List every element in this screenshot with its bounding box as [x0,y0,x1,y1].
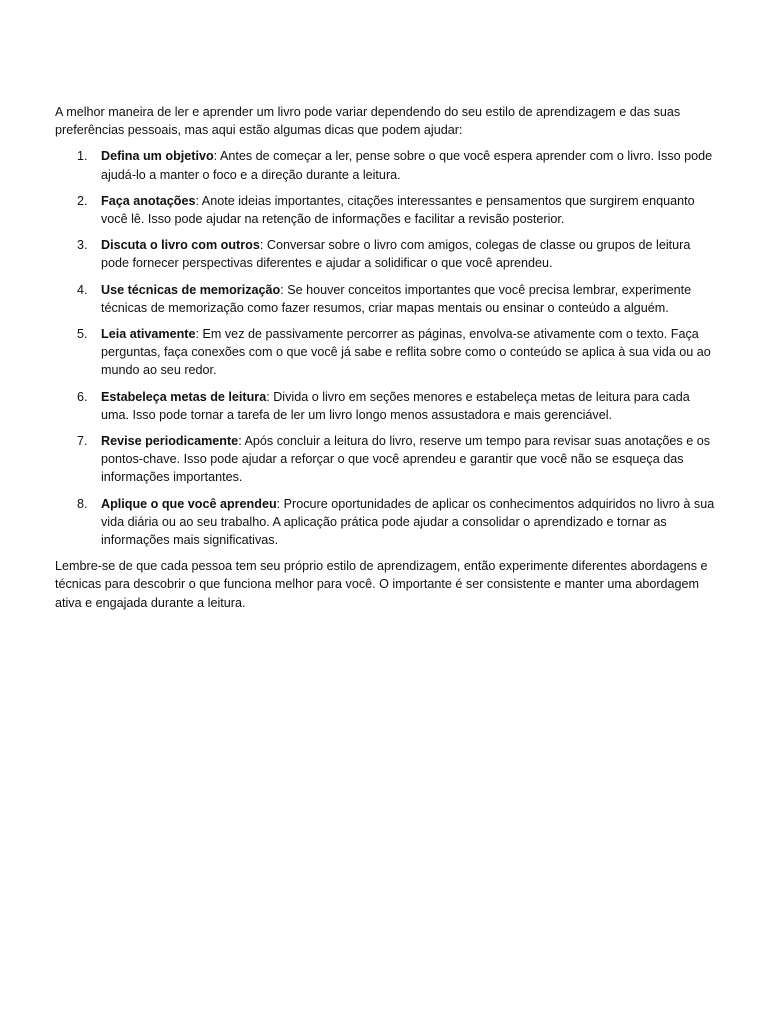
tip-title: Discuta o livro com outros [101,238,260,253]
tip-number: 2. [77,193,88,208]
tip-title: Revise periodicamente [101,434,239,449]
tip-item [55,388,715,424]
tip-title: Use técnicas de memorização [101,282,281,297]
tip-text: : Anote ideias importantes, citações interessantes e pensamentos que surgirem enquanto você lê. Isso pode ajudar na retenção de informações e facilitar a revisão posterior. [101,193,695,227]
tip-text: : Divida o livro em seções menores e estabeleça metas de leitura para cada uma. Isso pode tornar a tarefa de ler um livro longo menos assustadora e mais gerenciável. [101,389,690,422]
tip-text: : Após concluir a leitura do livro, reserve um tempo para revisar suas anotações e os pontos-chave. Isso pode ajudar a reforçar o que você aprendeu e garantir que você não se esqueça das informações importantes. [101,434,711,485]
tip-item [55,147,715,183]
tip-item [55,432,715,487]
tip-item [55,495,715,550]
tip-item [55,192,715,228]
tip-text: : Em vez de passivamente percorrer as páginas, envolva-se ativamente com o texto. Faça perguntas, faça conexões com o que você já sabe e reflita sobre como o conteúdo se aplica à sua vida ou ao mundo ao seu redor. [101,327,711,378]
tip-number: 6. [77,389,88,404]
tip-number: 4. [77,282,88,297]
tip-item [55,325,715,380]
tip-text: : Antes de começar a ler, pense sobre o que você espera aprender com o livro. Isso pode ajudá-lo a manter o foco e a direção durante a leitura. [101,149,713,182]
tip-title: Faça anotações [101,193,196,208]
tip-number: 5. [77,327,88,342]
tip-item [55,236,715,272]
tip-title: Defina um objetivo [101,149,214,164]
tip-title: Aplique o que você aprendeu [101,496,277,511]
tip-text: : Conversar sobre o livro com amigos, colegas de classe ou grupos de leitura pode fornecer perspectivas diferentes e ajudar a solidificar o que você aprendeu. [101,238,691,271]
intro-paragraph: A melhor maneira de ler e aprender um livro pode variar dependendo do seu estilo de aprendizagem e das suas preferências pessoais, mas aqui estão algumas dicas que podem ajudar: [55,105,681,138]
tip-number: 3. [77,238,88,253]
tips-list [55,147,715,549]
tip-title: Leia ativamente [101,327,196,342]
document-page [55,103,715,620]
tip-title: Estabeleça metas de leitura [101,389,267,404]
tip-text: : Procure oportunidades de aplicar os conhecimentos adquiridos no livro à sua vida diária ou ao seu trabalho. A aplicação prática pode ajudar a consolidar o aprendizado e tornar as informações mais significativas. [101,496,715,548]
tip-number: 1. [77,149,88,164]
closing-paragraph: Lembre-se de que cada pessoa tem seu próprio estilo de aprendizagem, então experimente diferentes abordagens e técnicas para descobrir o que funciona melhor para você. O importante é ser consistente e manter uma abordagem ativa e engajada durante a leitura. [55,559,708,610]
tip-item [55,281,715,317]
tip-number: 8. [77,496,88,511]
tip-text: : Se houver conceitos importantes que você precisa lembrar, experimente técnicas de memorização como fazer resumos, criar mapas mentais ou ensinar o conteúdo a alguém. [101,282,692,315]
tip-number: 7. [77,434,88,449]
